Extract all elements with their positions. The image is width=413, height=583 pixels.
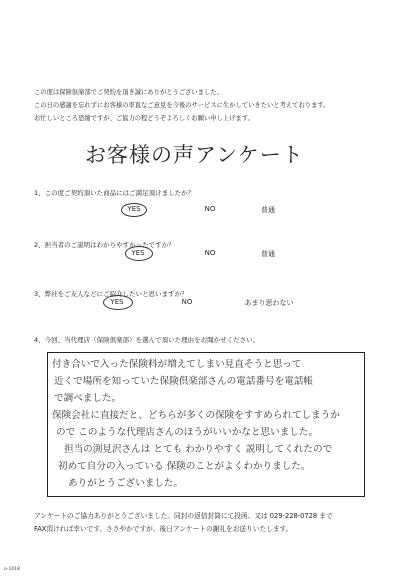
handwritten-line-4: 保険会社に直接だと、どちらが多くの保険をすすめられてしまうか (52, 410, 340, 421)
option-not-really[interactable]: あまり思わない (244, 299, 294, 307)
handwritten-line-3: で調べました。 (54, 393, 122, 404)
handwritten-answer-box (47, 352, 365, 497)
intro-line-1: この度は保険倶楽部でご契約を頂き誠にありがとうございました。 (34, 89, 223, 96)
closing-line-2: FAX頂ければ幸いです。ささやかですが、後日アンケートの謝礼をお送りいたします。 (34, 525, 293, 533)
question-1: 1、この度ご契約頂いた商品にはご満足頂けましたか？ (34, 189, 195, 197)
option-yes[interactable]: YES (110, 298, 124, 306)
closing-line-1: アンケートのご協力ありがとうございました。同封の返信封筒にて投函、又は 029-228-0728 まで (34, 512, 333, 520)
closing-text (34, 510, 404, 536)
question-4: 4、今回、当代理店（保険倶楽部）を選んで頂いた理由をお聞かせください。 (34, 336, 260, 344)
survey-title: お客様の声アンケート (85, 143, 304, 167)
option-no[interactable]: NO (181, 298, 193, 306)
handwritten-line-2: 近くで場所を知っていた保険倶楽部さんの電話番号を電話帳 (54, 376, 314, 387)
handwritten-line-1: 付き合いで入った保険料が増えてしまい見直そうと思って (52, 359, 302, 370)
document-code: o-1018 (4, 567, 20, 572)
option-no[interactable]: NO (204, 205, 216, 213)
intro-text (34, 86, 394, 125)
question-2: 2、担当者のご説明はわかりやすかったですか？ (34, 241, 175, 249)
handwritten-line-8: ありがとうございました。 (68, 478, 184, 489)
handwritten-line-7: 初めて自分の入っている 保険のことがよくわかりました。 (58, 461, 311, 472)
question-3: 3、弊社をご友人などにご紹介したいと思いますか？ (34, 290, 188, 298)
option-yes[interactable]: YES (127, 205, 141, 213)
intro-line-3: お忙しいところ恐縮ですが、ご協力の程どうぞよろしくお願い申し上げます。 (34, 115, 254, 122)
intro-line-2: この日の感謝を忘れずにお客様の率直なご意見を今後のサービスに生かしていきたいと考えております。 (34, 102, 330, 109)
option-average[interactable]: 普通 (261, 206, 275, 214)
option-average[interactable]: 普通 (261, 250, 275, 258)
handwritten-line-5: ので このような代理店さんのほうがいいかなと思いました。 (56, 427, 319, 438)
option-no[interactable]: NO (204, 249, 216, 257)
handwritten-line-6: 担当の渕見沢さんは とても わかりやすく 説明してくれたので (64, 444, 333, 455)
option-yes[interactable]: YES (131, 249, 145, 257)
